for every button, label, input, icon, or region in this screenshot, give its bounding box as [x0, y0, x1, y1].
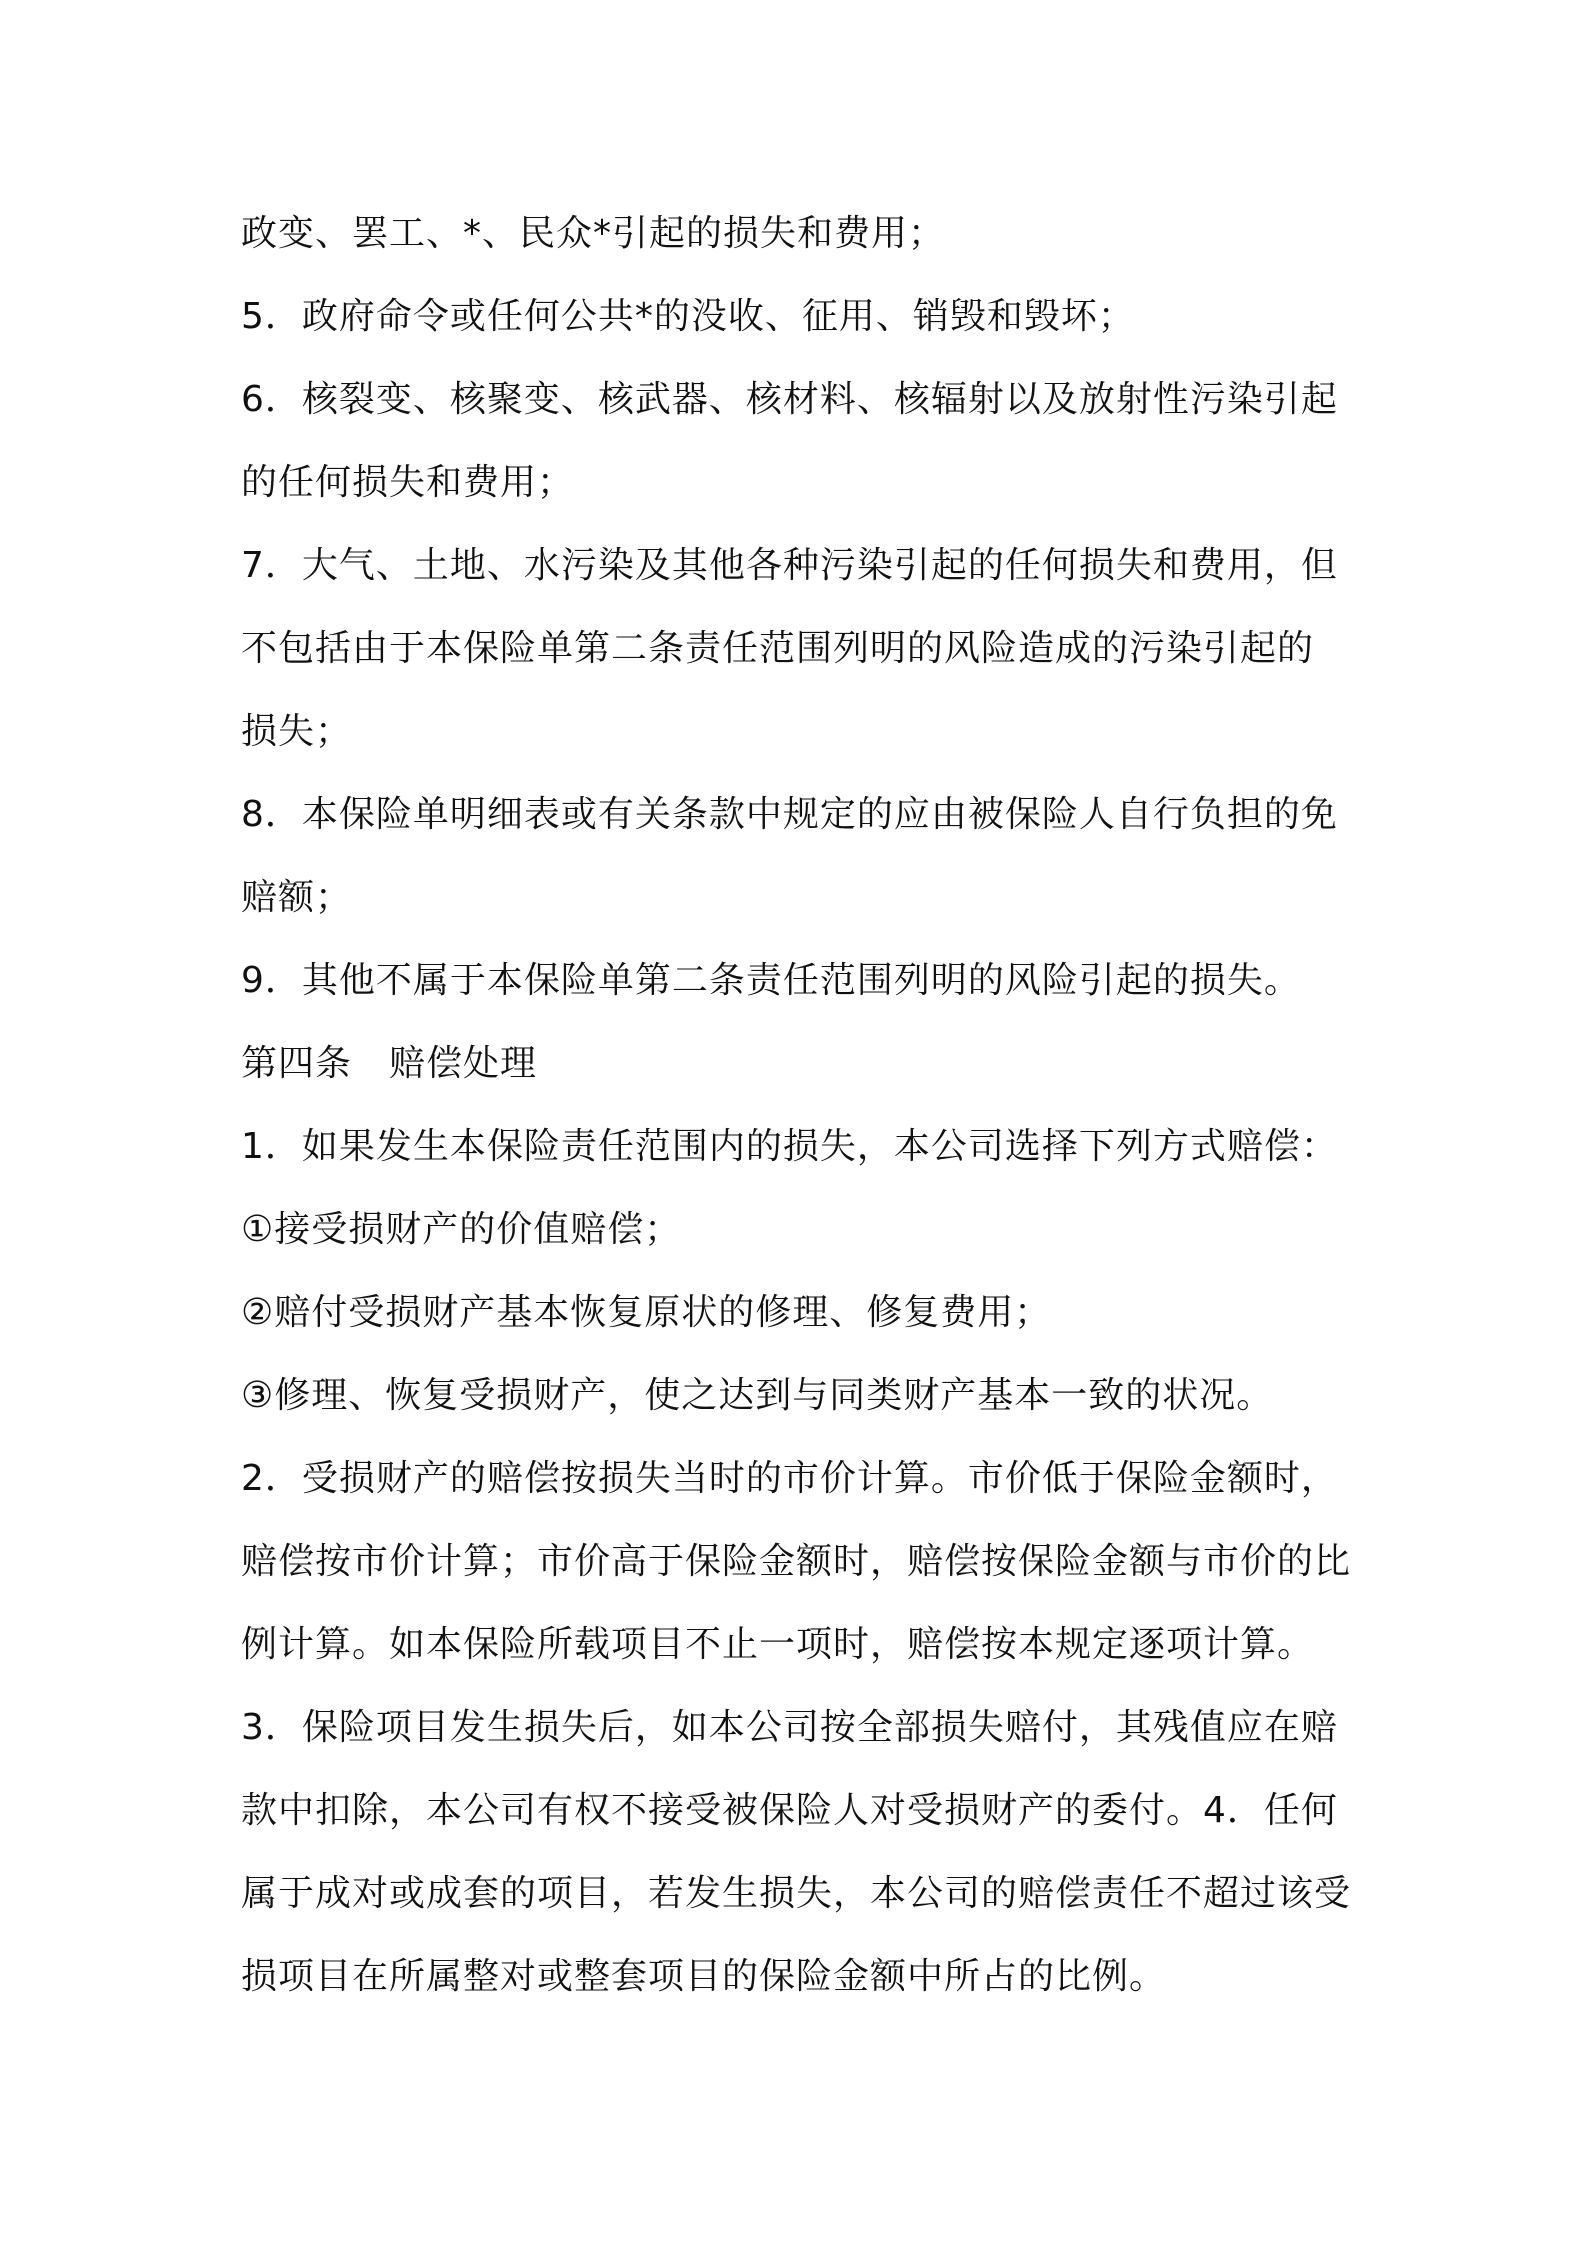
- text-line: 9．其他不属于本保险单第二条责任范围列明的风险引起的损失。: [241, 960, 1301, 1001]
- text-line: 1．如果发生本保险责任范围内的损失，本公司选择下列方式赔偿：: [241, 1126, 1338, 1167]
- text-line: 款中扣除，本公司有权不接受被保险人对受损财产的委付。4．任何: [241, 1790, 1338, 1831]
- section-heading: 第四条 赔偿处理: [241, 1043, 538, 1084]
- text-line: 8．本保险单明细表或有关条款中规定的应由被保险人自行负担的免: [241, 794, 1338, 835]
- text-line: ①接受损财产的价值赔偿；: [241, 1209, 682, 1250]
- text-line: 损失；: [241, 711, 353, 752]
- document-body: [241, 192, 1361, 2018]
- text-line: ②赔付受损财产基本恢复原状的修理、修复费用；: [241, 1292, 1052, 1333]
- text-line: 损项目在所属整对或整套项目的保险金额中所占的比例。: [241, 1956, 1167, 1997]
- text-line: 不包括由于本保险单第二条责任范围列明的风险造成的污染引起的: [241, 628, 1315, 669]
- text-line: 3．保险项目发生损失后，如本公司按全部损失赔付，其残值应在赔: [241, 1707, 1338, 1748]
- text-line: 赔额；: [241, 877, 353, 918]
- text-line: 政变、罢工、*、民众*引起的损失和费用；: [241, 213, 946, 254]
- text-line: 赔偿按市价计算；市价高于保险金额时，赔偿按保险金额与市价的比: [241, 1541, 1352, 1582]
- text-line: 6．核裂变、核聚变、核武器、核材料、核辐射以及放射性污染引起: [241, 379, 1338, 420]
- text-line: 2．受损财产的赔偿按损失当时的市价计算。市价低于保险金额时，: [241, 1458, 1338, 1499]
- text-line: 的任何损失和费用；: [241, 462, 575, 503]
- text-line: ③修理、恢复受损财产，使之达到与同类财产基本一致的状况。: [241, 1375, 1274, 1416]
- text-line: 5．政府命令或任何公共*的没收、征用、销毁和毁坏；: [241, 296, 1135, 337]
- text-line: 属于成对或成套的项目，若发生损失，本公司的赔偿责任不超过该受: [241, 1873, 1352, 1914]
- text-line: 7．大气、土地、水污染及其他各种污染引起的任何损失和费用，但: [241, 545, 1338, 586]
- text-line: 例计算。如本保险所载项目不止一项时，赔偿按本规定逐项计算。: [241, 1624, 1315, 1665]
